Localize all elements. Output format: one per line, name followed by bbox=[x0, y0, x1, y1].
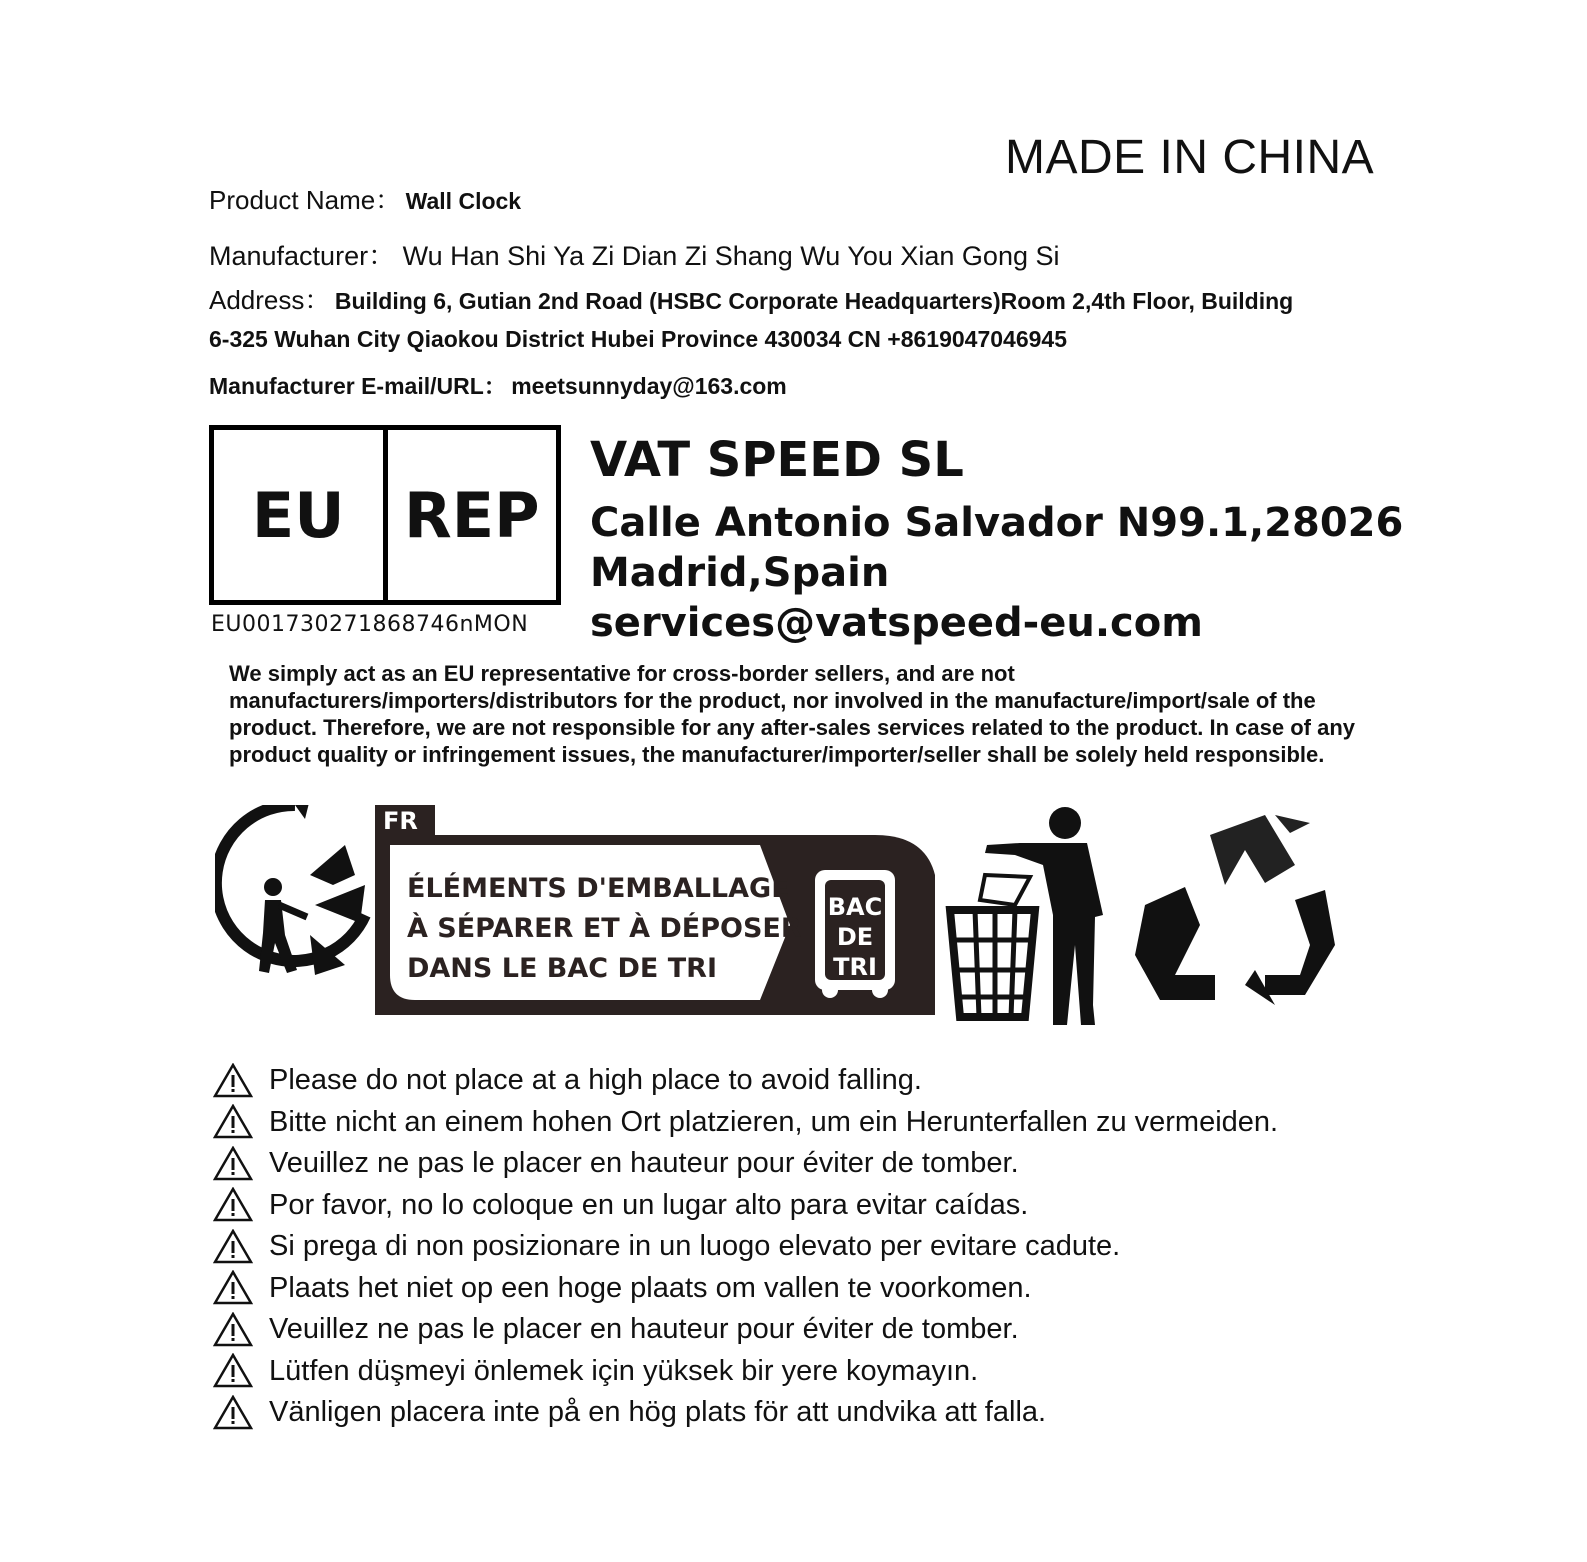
eu-rep-box-left: EU bbox=[214, 430, 388, 600]
list-item bbox=[213, 1226, 1278, 1268]
eu-rep-box-right: REP bbox=[403, 478, 540, 552]
address-line-2: 6-325 Wuhan City Qiaokou District Hubei Province 430034 CN +8619047046945 bbox=[209, 326, 1068, 352]
email-value: meetsunnyday@163.com bbox=[511, 373, 787, 399]
warning-icon bbox=[213, 1187, 253, 1223]
warning-icon bbox=[213, 1229, 253, 1265]
warning-text: Por favor, no lo coloque en un lugar alto para evitar caídas. bbox=[269, 1188, 1029, 1221]
warning-icon bbox=[213, 1395, 253, 1431]
triman-line-3: DANS LE BAC DE TRI bbox=[407, 953, 717, 984]
list-item bbox=[213, 1392, 1278, 1434]
list-item bbox=[213, 1309, 1278, 1351]
product-name-value: Wall Clock bbox=[405, 188, 522, 214]
warning-text: Lütfen düşmeyi önlemek için yüksek bir yere koymayın. bbox=[269, 1354, 979, 1387]
eu-rep-code: EU001730271868746nMON bbox=[211, 612, 529, 637]
list-item bbox=[213, 1268, 1278, 1310]
email-row bbox=[209, 368, 787, 401]
product-name-label: Product Name： bbox=[209, 185, 402, 215]
eu-rep-email: services@vatspeed-eu.com bbox=[590, 600, 1203, 646]
list-item bbox=[213, 1351, 1278, 1393]
list-item bbox=[213, 1185, 1278, 1227]
tidyman-icon bbox=[950, 807, 1103, 1025]
warning-icon bbox=[213, 1270, 253, 1306]
warning-text: Bitte nicht an einem hohen Ort platzieren, um ein Herunterfallen zu vermeiden. bbox=[269, 1105, 1279, 1138]
address-label: Address： bbox=[209, 285, 331, 315]
triman-line-1: ÉLÉMENTS D'EMBALLAGE bbox=[407, 873, 790, 904]
triman-bin-line-2: DE bbox=[836, 923, 874, 951]
warning-text: Veuillez ne pas le placer en hauteur pour éviter de tomber. bbox=[269, 1147, 1019, 1180]
eu-rep-box bbox=[209, 425, 561, 605]
warning-text: Plaats het niet op een hoge plaats om vallen te voorkomen. bbox=[269, 1271, 1032, 1304]
triman-bin-line-1: BAC bbox=[827, 893, 883, 921]
recycle-icon bbox=[1135, 815, 1335, 1005]
eu-rep-address-line-1: Calle Antonio Salvador N99.1,28026 bbox=[590, 500, 1404, 546]
warnings-list bbox=[213, 1060, 1278, 1434]
warning-icon bbox=[213, 1146, 253, 1182]
list-item bbox=[213, 1060, 1278, 1102]
triman-line-2: À SÉPARER ET À DÉPOSER bbox=[407, 913, 802, 944]
warning-icon bbox=[213, 1312, 253, 1348]
triman-bin-line-3: TRI bbox=[833, 953, 877, 981]
recycling-symbols bbox=[215, 805, 1365, 1045]
email-label: Manufacturer E-mail/URL： bbox=[209, 373, 507, 399]
made-in-label: MADE IN CHINA bbox=[1005, 131, 1375, 184]
triman-country: FR bbox=[383, 807, 418, 835]
product-name-row bbox=[209, 180, 521, 217]
warning-icon bbox=[213, 1104, 253, 1140]
eu-rep-address-line-2: Madrid,Spain bbox=[590, 550, 890, 596]
eu-rep-disclaimer: We simply act as an EU representative for cross-border sellers, and are not manufacturers/importers/distributors for the product, nor involved in the manufacture/import/sale of the product. Therefore, we are not responsible for any after-sales services related to the product. In case of any product quality or infringement issues, the manufacturer/importer/seller shall be solely held responsible. bbox=[229, 661, 1355, 767]
address-row bbox=[209, 280, 1293, 317]
list-item bbox=[213, 1143, 1278, 1185]
manufacturer-row bbox=[209, 234, 1059, 273]
warning-icon bbox=[213, 1353, 253, 1389]
warning-icon bbox=[213, 1063, 253, 1099]
address-line-1: Building 6, Gutian 2nd Road (HSBC Corporate Headquarters)Room 2,4th Floor, Building bbox=[334, 288, 1294, 314]
warning-text: Vänligen placera inte på en hög plats för att undvika att falla. bbox=[269, 1396, 1047, 1429]
manufacturer-label: Manufacturer： bbox=[209, 241, 396, 271]
manufacturer-value: Wu Han Shi Ya Zi Dian Zi Shang Wu You Xian Gong Si bbox=[402, 241, 1060, 271]
warning-text: Si prega di non posizionare in un luogo elevato per evitare cadute. bbox=[269, 1230, 1121, 1263]
triman-icon bbox=[216, 805, 365, 975]
warning-text: Please do not place at a high place to avoid falling. bbox=[269, 1064, 922, 1097]
list-item bbox=[213, 1102, 1278, 1144]
eu-rep-company: VAT SPEED SL bbox=[590, 432, 964, 488]
warning-text: Veuillez ne pas le placer en hauteur pour éviter de tomber. bbox=[269, 1313, 1019, 1346]
